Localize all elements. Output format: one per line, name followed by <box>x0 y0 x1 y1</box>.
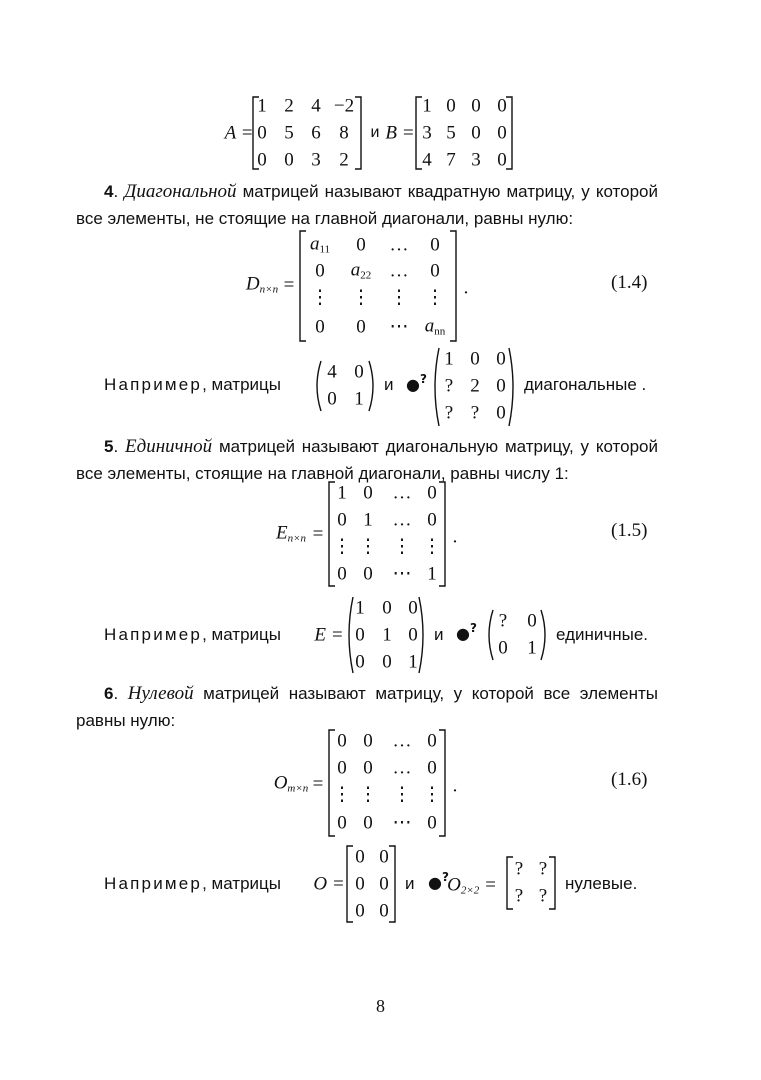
left-bracket <box>327 481 337 587</box>
matrix-cell: ? <box>470 402 480 424</box>
example-6-connector: и <box>405 874 415 893</box>
formula-1-4-equals: = <box>283 274 295 296</box>
matrix-cell: ⋮ <box>425 287 445 309</box>
matrix-cell: … <box>389 234 409 256</box>
right-bracket <box>437 481 447 587</box>
matrix-cell: 0 <box>355 846 365 868</box>
matrix-cell: 0 <box>315 260 325 282</box>
left-bracket <box>298 230 308 342</box>
example-6-lhs: O = <box>313 873 345 895</box>
matrix-cell: 2 <box>339 149 349 171</box>
matrix-cell: 1 <box>257 95 267 117</box>
matrix-cell: 0 <box>337 730 347 752</box>
left-bracket <box>345 596 355 674</box>
matrix-cell: ? <box>444 402 454 424</box>
matrix-cell: 0 <box>355 624 365 646</box>
formula-1-5-period: . <box>452 526 458 548</box>
matrix-cell: 3 <box>311 149 321 171</box>
matrix-cell: 0 <box>496 402 506 424</box>
matrix-cell: ⋯ <box>389 316 409 338</box>
matrix-cell: ⋮ <box>389 287 409 309</box>
matrix-cell: 0 <box>408 624 418 646</box>
section-6-number: 6 <box>104 684 114 703</box>
equation-number-1-6: (1.6) <box>611 769 648 790</box>
matrix-cell: ⋮ <box>310 287 330 309</box>
formula-1-4-period: . <box>463 277 469 299</box>
matrix-cell: 0 <box>497 122 507 144</box>
matrix-cell: 0 <box>363 482 373 504</box>
matrix-cell: 0 <box>430 260 440 282</box>
section-4-text: матрицей называют квадратную матрицу, у которой все элементы, не стоящие на главной диагонали, равны нулю: <box>76 182 658 228</box>
matrix-cell: 0 <box>496 348 506 370</box>
matrix-cell: 0 <box>471 122 481 144</box>
section-6-text: матрицей называют матрицу, у которой все элементы равны нулю: <box>76 684 658 730</box>
matrix-cell: 0 <box>408 597 418 619</box>
example-6-label: Например, матрицы <box>104 874 282 893</box>
matrix-cell: 2 <box>470 375 480 397</box>
matrix-cell: 0 <box>430 234 440 256</box>
example-4-suffix: диагональные . <box>524 375 647 394</box>
example-6-suffix: нулевые. <box>565 874 638 893</box>
section-6-paragraph: 6. Нулевой матрицей называют матрицу, у которой все элементы равны нулю: <box>76 683 658 730</box>
matrix-cell: ⋮ <box>351 287 371 309</box>
matrix-cell: … <box>389 260 409 282</box>
example-6-lhs-2: $O_{2\times 2}$ = <box>447 874 497 897</box>
right-bracket <box>417 596 427 674</box>
matrix-cell: ⋮ <box>422 784 442 806</box>
matrix-cell: 5 <box>284 122 294 144</box>
matrix-cell: 4 <box>422 149 432 171</box>
matrix-cell: 1 <box>422 95 432 117</box>
matrix-cell: ⋮ <box>332 536 352 558</box>
matrix-cell: 0 <box>497 95 507 117</box>
matrix-cell: 2 <box>284 95 294 117</box>
matrix-cell: 0 <box>498 637 508 659</box>
matrix-cell: 3 <box>471 149 481 171</box>
section-4-paragraph: 4. Диагональной матрицей называют квадратную матрицу, у которой все элементы, не стоящие на главной диагонали, равны нулю: <box>76 181 658 228</box>
left-bracket <box>431 347 441 427</box>
matrix-cell: 1 <box>444 348 454 370</box>
matrix-cell: 0 <box>497 149 507 171</box>
matrix-cell: … <box>392 509 412 531</box>
matrix-cell: 0 <box>354 361 364 383</box>
example-4-connector: и <box>384 375 394 394</box>
matrix-cell: ⋮ <box>358 536 378 558</box>
right-bracket <box>367 360 377 412</box>
matrix-cell: 0 <box>363 730 373 752</box>
formula-1-4-lhs: $D_{n\times n}$ <box>245 273 279 296</box>
matrix-b-label: B = <box>385 122 415 144</box>
section-4-number: 4 <box>104 182 114 201</box>
matrix-cell: 0 <box>355 651 365 673</box>
matrix-cell: $a_{11}$ <box>309 233 331 256</box>
matrix-cell: ⋯ <box>392 563 412 585</box>
matrix-cell: 4 <box>311 95 321 117</box>
matrix-cell: 4 <box>327 361 337 383</box>
matrix-cell: 0 <box>363 812 373 834</box>
matrix-cell: 0 <box>379 846 389 868</box>
matrix-cell: 0 <box>427 482 437 504</box>
example-5-question-icon: ●? <box>456 621 477 643</box>
matrix-cell: 6 <box>311 122 321 144</box>
example-5-connector: и <box>434 625 444 644</box>
matrix-cell: … <box>392 730 412 752</box>
matrix-cell: 7 <box>446 149 456 171</box>
section-5-number: 5 <box>104 437 114 456</box>
matrix-cell: 0 <box>257 149 267 171</box>
matrix-cell: −2 <box>333 95 355 117</box>
matrix-cell: 1 <box>354 388 364 410</box>
matrix-cell: 1 <box>408 651 418 673</box>
matrix-cell: 0 <box>379 873 389 895</box>
matrix-cell: 1 <box>527 637 537 659</box>
matrix-cell: ? <box>514 885 524 907</box>
section-5-paragraph: 5. Единичной матрицей называют диагональную матрицу, у которой все элементы, стоящие на главной диагонали, равны числу 1: <box>76 436 658 483</box>
matrix-cell: ⋮ <box>392 784 412 806</box>
matrix-cell: 0 <box>363 757 373 779</box>
formula-1-6-period: . <box>452 775 458 797</box>
matrix-cell: $a_{nn}$ <box>424 315 446 338</box>
matrix-cell: 1 <box>337 482 347 504</box>
matrix-cell: 0 <box>427 509 437 531</box>
matrix-cell: 0 <box>379 900 389 922</box>
matrix-cell: 3 <box>422 122 432 144</box>
formula-1-5-equals: = <box>312 523 324 545</box>
right-bracket <box>507 347 517 427</box>
matrix-cell: 0 <box>427 812 437 834</box>
section-5-text: матрицей называют диагональную матрицу, у которой все элементы, стоящие на главной диагонали, равны числу 1: <box>76 437 658 483</box>
matrix-cell: ⋮ <box>332 784 352 806</box>
left-bracket <box>327 729 337 837</box>
matrix-cell: 1 <box>382 624 392 646</box>
matrix-cell: … <box>392 757 412 779</box>
right-bracket <box>539 609 549 661</box>
section-4-term: Диагональной <box>124 181 237 202</box>
matrix-cell: 0 <box>337 563 347 585</box>
matrix-cell: 0 <box>356 234 366 256</box>
example-5-label: Например, матрицы <box>104 625 282 644</box>
section-6-term: Нулевой <box>127 683 194 704</box>
matrix-cell: 0 <box>337 812 347 834</box>
matrix-a-label: A = <box>224 122 254 144</box>
matrix-cell: ? <box>444 375 454 397</box>
matrix-cell: ⋯ <box>392 812 412 834</box>
equation-number-1-4: (1.4) <box>611 272 648 293</box>
matrix-cell: 0 <box>470 348 480 370</box>
example-4-question-icon: ●? <box>406 372 427 394</box>
matrix-cell: 0 <box>315 316 325 338</box>
matrix-cell: 0 <box>382 651 392 673</box>
example-6-question-icon: ●? <box>428 870 449 892</box>
left-bracket <box>313 360 323 412</box>
matrix-cell: … <box>392 482 412 504</box>
matrix-cell: 0 <box>327 388 337 410</box>
matrix-cell: 0 <box>363 563 373 585</box>
matrix-cell: 0 <box>355 900 365 922</box>
matrix-cell: 0 <box>382 597 392 619</box>
page-number: 8 <box>376 996 385 1016</box>
left-bracket <box>345 845 355 923</box>
matrix-cell: ⋮ <box>392 536 412 558</box>
matrix-cell: ? <box>538 858 548 880</box>
matrix-cell: ⋮ <box>422 536 442 558</box>
matrix-cell: 0 <box>356 316 366 338</box>
right-bracket <box>353 96 363 170</box>
matrix-cell: ⋮ <box>358 784 378 806</box>
matrix-cell: $a_{22}$ <box>350 259 372 282</box>
example-5-suffix: единичные. <box>556 625 649 644</box>
matrix-cell: 0 <box>337 757 347 779</box>
right-bracket <box>448 230 458 342</box>
left-bracket <box>485 609 495 661</box>
matrix-cell: 0 <box>427 757 437 779</box>
equation-number-1-5: (1.5) <box>611 520 648 541</box>
formula-1-6-equals: = <box>312 773 324 795</box>
matrix-cell: ? <box>514 858 524 880</box>
left-bracket <box>505 856 515 910</box>
formula-1-6-lhs: $O_{m\times n}$ <box>273 772 309 795</box>
formula-1-5-lhs: $E_{n\times n}$ <box>275 522 307 545</box>
example-5-lhs: E = <box>314 624 344 646</box>
matrix-cell: 0 <box>527 610 537 632</box>
matrix-cell: 0 <box>446 95 456 117</box>
matrix-cell: 0 <box>496 375 506 397</box>
matrix-cell: 0 <box>471 95 481 117</box>
matrix-cell: 0 <box>284 149 294 171</box>
matrix-cell: ? <box>498 610 508 632</box>
matrix-cell: 0 <box>355 873 365 895</box>
matrix-cell: 8 <box>339 122 349 144</box>
matrix-cell: 0 <box>337 509 347 531</box>
matrix-cell: 1 <box>363 509 373 531</box>
right-bracket <box>437 729 447 837</box>
matrix-cell: ? <box>538 885 548 907</box>
right-bracket <box>547 856 557 910</box>
matrix-cell: 1 <box>355 597 365 619</box>
connector-and: и <box>370 124 380 141</box>
matrix-cell: 0 <box>257 122 267 144</box>
matrix-cell: 1 <box>427 563 437 585</box>
matrix-cell: 0 <box>427 730 437 752</box>
matrix-cell: 5 <box>446 122 456 144</box>
section-5-term: Единичной <box>125 436 213 457</box>
example-4-label: Например, матрицы <box>104 375 282 394</box>
